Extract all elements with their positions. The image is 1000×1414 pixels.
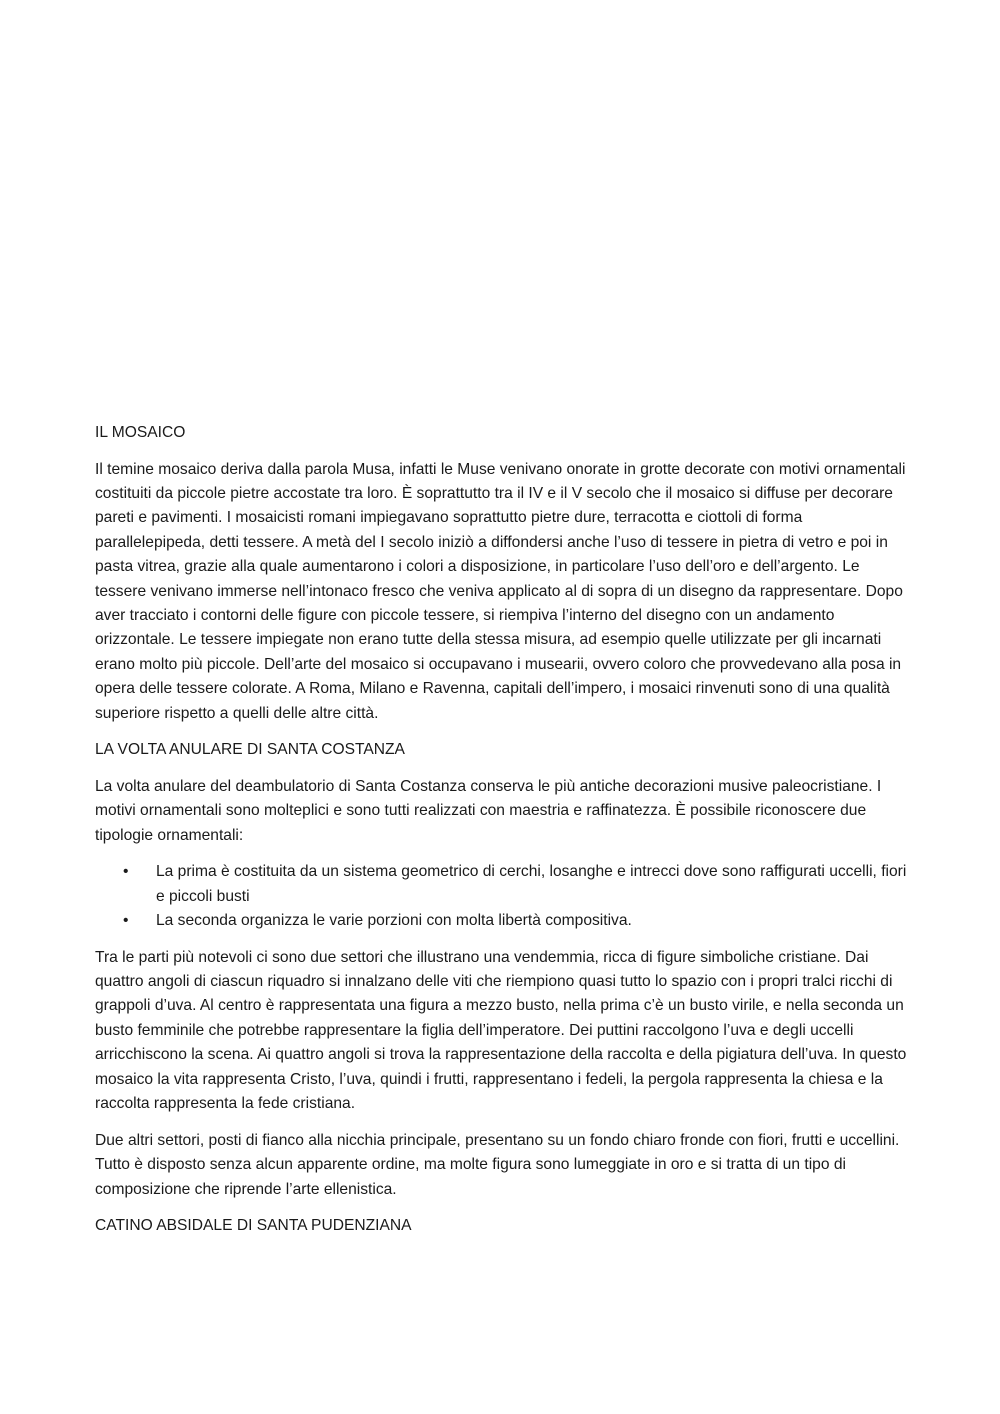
list-item bbox=[95, 909, 907, 933]
list-item bbox=[95, 860, 907, 909]
paragraph-altri-settori: Due altri settori, posti di fianco alla nicchia principale, presentano su un fondo chiaro fronde con fiori, frutti e uccellini. Tutto è disposto senza alcun apparente ordine, ma molte figura sono lumeggiate in oro e si tratta di un tipo di composizione che riprende l’arte ellenistica. bbox=[95, 1131, 900, 1198]
paragraph-santa-costanza-intro: La volta anulare del deambulatorio di Santa Costanza conserva le più antiche decorazioni musive paleocristiane. I motivi ornamentali sono molteplici e sono tutti realizzati con maestria e raffinatezza. È possibile riconoscere due tipologie ornamentali: bbox=[95, 777, 882, 844]
bullet-icon: • bbox=[123, 912, 129, 930]
section-heading-il-mosaico: IL MOSAICO bbox=[95, 424, 186, 441]
list-item-text: La prima è costituita da un sistema geometrico di cerchi, losanghe e intrecci dove sono raffigurati uccelli, fiori e piccoli busti bbox=[156, 863, 907, 905]
paragraph-mosaico-intro: Il temine mosaico deriva dalla parola Musa, infatti le Muse venivano onorate in grotte decorate con motivi ornamentali costituiti da piccole pietre accostate tra loro. È soprattutto tra il IV e il V secolo che il mosaico si diffuse per decorare pareti e pavimenti. I mosaicisti romani impiegavano soprattutto pietre dure, terracotta e ciottoli di forma parallelepipeda, detti tessere. A metà del I secolo iniziò a diffondersi anche l’uso di tessere in pietra di vetro e poi in pasta vitrea, grazie alla quale aumentarono i colori a disposizione, in particolare l’uso dell’oro e dell’argento. Le tessere venivano immerse nell’intonaco fresco che veniva applicato al di sopra di un disegno da rappresentare. Dopo aver tracciato i contorni delle figure con piccole tessere, si riempiva l’interno del disegno con un andamento orizzontale. Le tessere impiegate non erano tutte della stessa misura, ad esempio quelle utilizzate per gli incarnati erano molto più piccole. Dell’arte del mosaico si occupavano i musearii, ovvero coloro che provvedevano alla posa in opera delle tessere colorate. A Roma, Milano e Ravenna, capitali dell’impero, i mosaici rinvenuti sono di una qualità superiore rispetto a quelli delle altre città. bbox=[95, 460, 906, 722]
section-heading-santa-pudenziana: CATINO ABSIDALE DI SANTA PUDENZIANA bbox=[95, 1217, 412, 1235]
section-heading-santa-costanza: LA VOLTA ANULARE DI SANTA COSTANZA bbox=[95, 741, 405, 759]
paragraph-vendemmia: Tra le parti più notevoli ci sono due settori che illustrano una vendemmia, ricca di figure simboliche cristiane. Dai quattro angoli di ciascun riquadro si innalzano delle viti che riempiono quasi tutto lo spazio con i propri tralci ricchi di grappoli d’uva. Al centro è rappresentata una figura a mezzo busto, nella prima c’è un busto virile, e nella seconda un busto femminile che potrebbe rappresentare la figlia dell’imperatore. Dei puttini raccolgono l’uva e degli uccelli arricchiscono la scena. Ai quattro angoli si trova la rappresentazione della raccolta e della pigiatura dell’uva. In questo mosaico la vita rappresenta Cristo, l’uva, quindi i frutti, rappresentano i fedeli, la pergola rappresenta la chiesa e la raccolta rappresenta la fede cristiana. bbox=[95, 948, 907, 1113]
bullet-icon: • bbox=[123, 863, 129, 881]
ornamental-typologies-list bbox=[95, 860, 907, 933]
list-item-text: La seconda organizza le varie porzioni con molta libertà compositiva. bbox=[156, 912, 632, 930]
document-body bbox=[95, 421, 907, 1251]
